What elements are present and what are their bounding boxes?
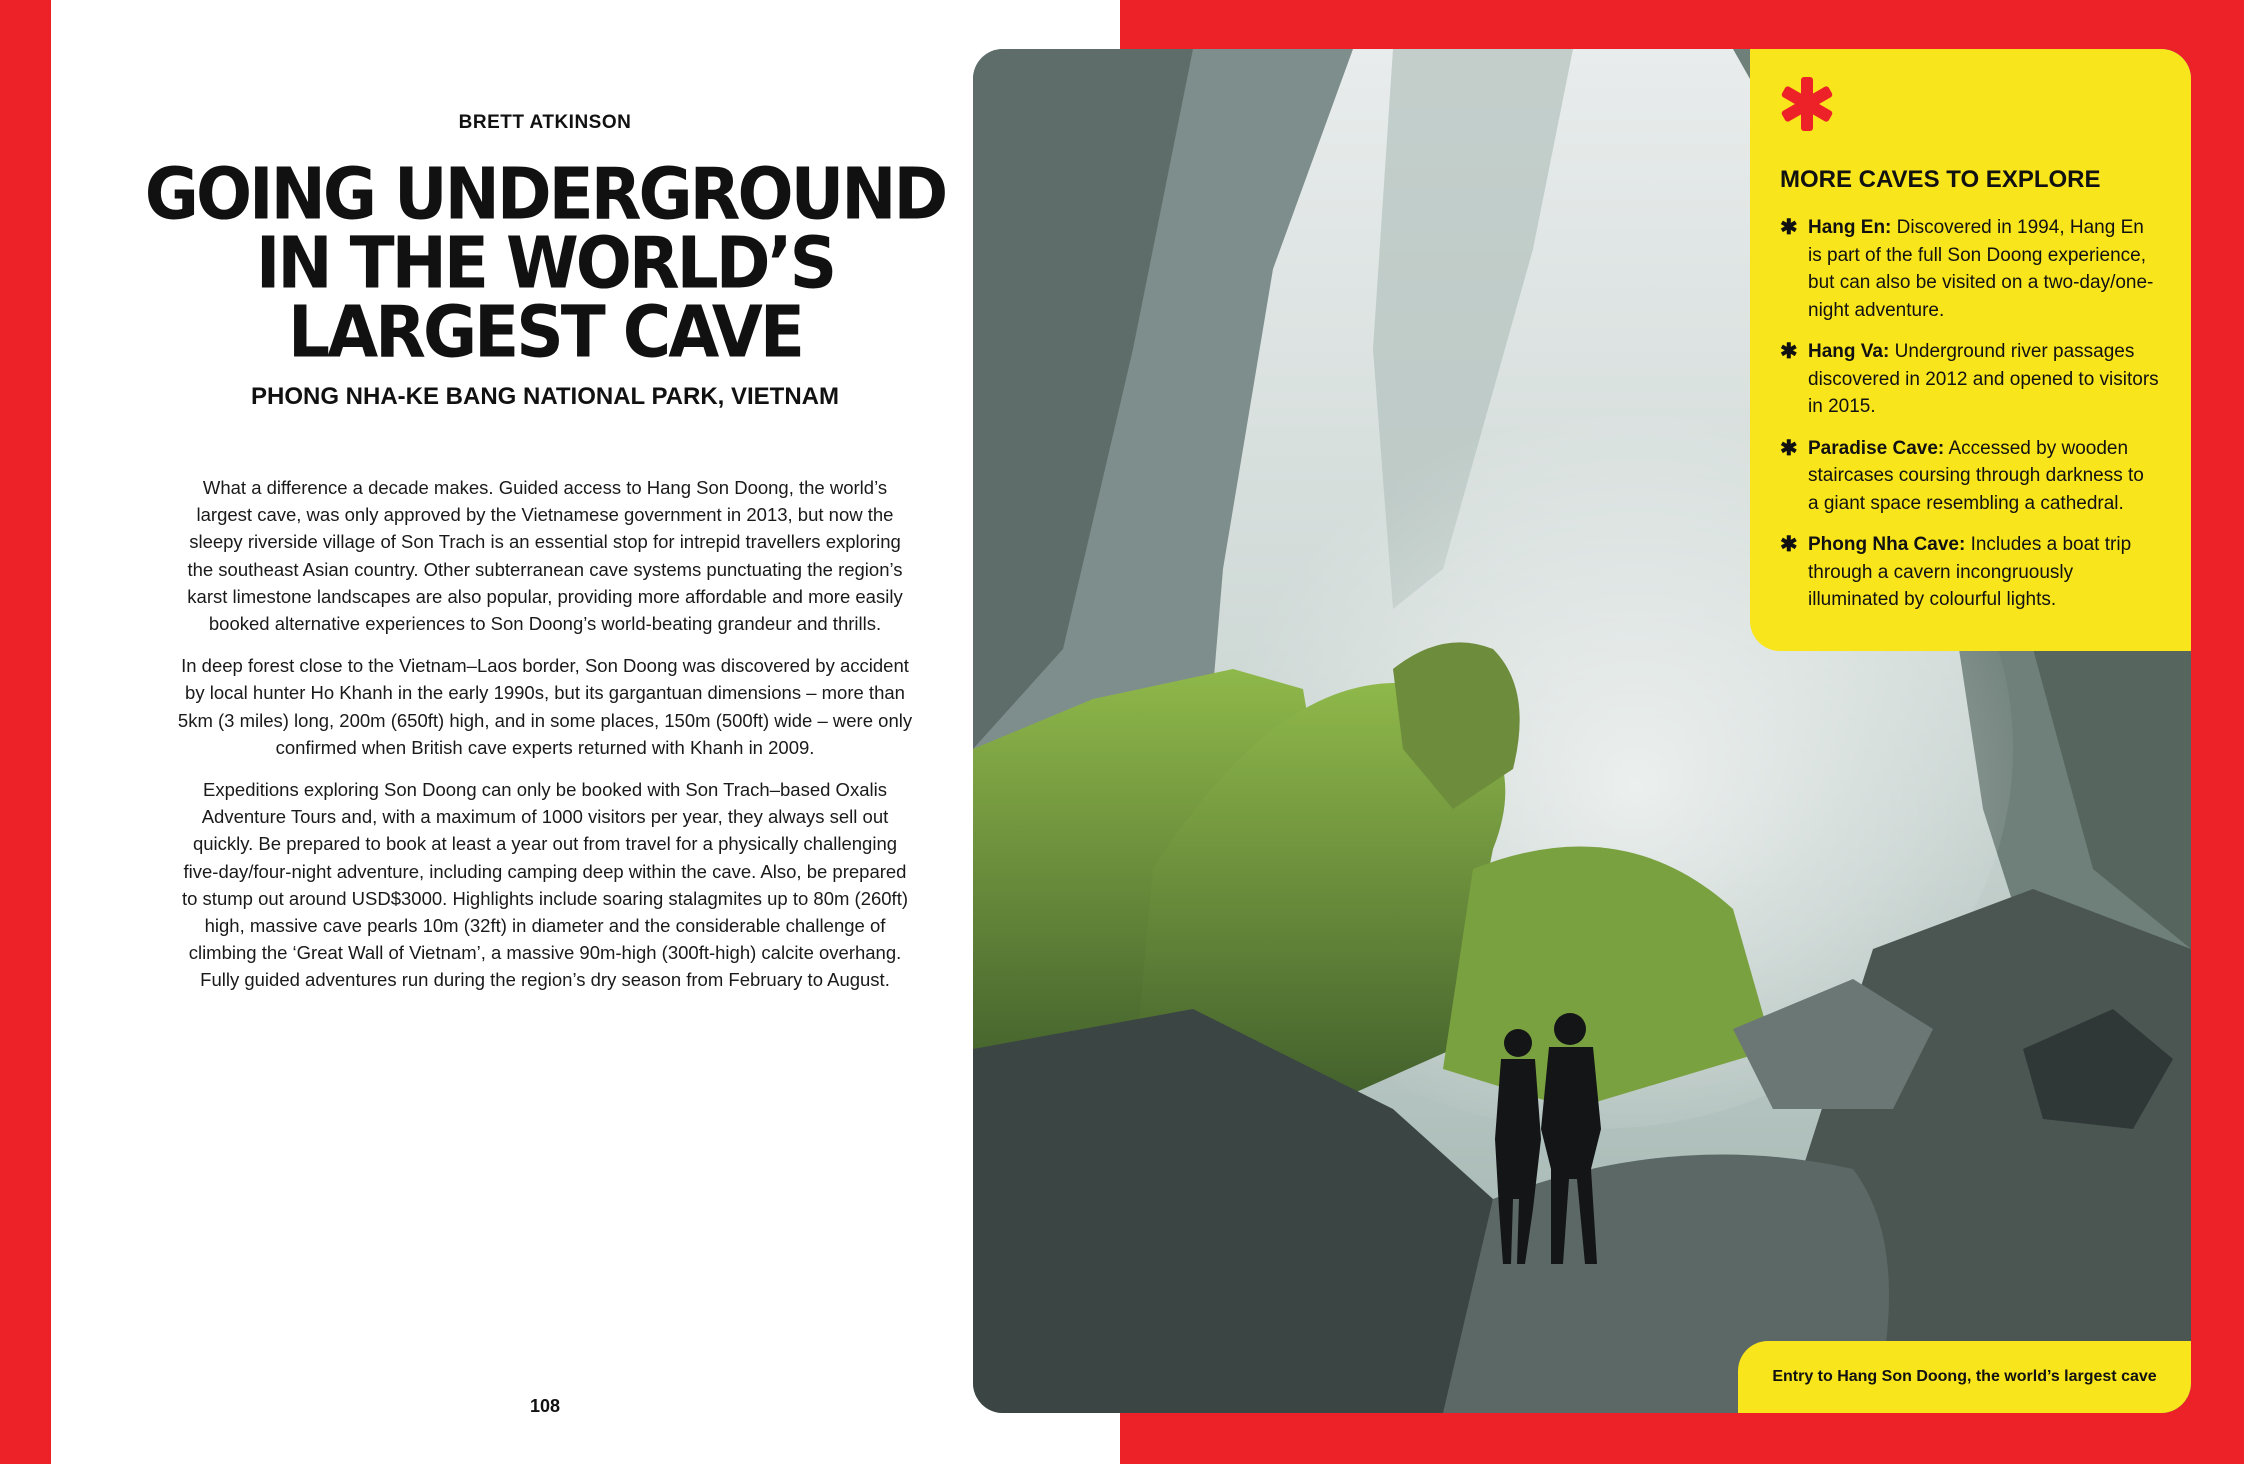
page-title xyxy=(140,152,950,374)
list-item xyxy=(1780,531,2159,614)
asterisk-bullet-icon: ✱ xyxy=(1780,216,1798,239)
cave-description: Discovered in 1994, Hang En is part of the full Son Doong experience, but can also be visited on a two-day/one-night adventure. xyxy=(1808,217,2154,321)
cave-list xyxy=(1780,214,2159,614)
asterisk-bullet-icon: ✱ xyxy=(1780,340,1798,363)
title-line-1: GOING UNDERGROUND xyxy=(144,152,946,236)
sidebar-title: MORE CAVES TO EXPLORE xyxy=(1780,166,2101,193)
cave-description: Accessed by wooden staircases coursing through darkness to a giant space resembling a cathedral. xyxy=(1808,437,2144,514)
asterisk-bullet-icon: ✱ xyxy=(1780,436,1798,460)
cave-description: Includes a boat trip through a cavern incongruously illuminated by colourful lights. xyxy=(1808,534,2132,610)
list-item xyxy=(1780,338,2159,421)
title-line-2: IN THE WORLD’S xyxy=(255,221,835,305)
more-caves-sidebar xyxy=(1750,49,2191,651)
list-item xyxy=(1780,214,2159,324)
page-number: 108 xyxy=(529,1396,561,1416)
title-line-3: LARGEST CAVE xyxy=(288,290,802,374)
caption-text: Entry to Hang Son Doong, the world’s largest cave xyxy=(1772,1368,2157,1385)
location-subtitle: PHONG NHA-KE BANG NATIONAL PARK, VIETNAM xyxy=(251,383,839,410)
author-byline: BRETT ATKINSON xyxy=(458,112,632,133)
photo-caption xyxy=(1738,1341,2191,1413)
list-item xyxy=(1780,435,2159,518)
article-body xyxy=(175,474,915,1009)
paragraph-3: Expeditions exploring Son Doong can only be booked with Son Trach–based Oxalis Adventure Tours and, with a maximum of 1000 visitors per year, they always sell out quickly. Be prepared to book at least a year out from travel for a physically challenging five-day/four-night adventure, including camping deep within the cave. Also, be prepared to stump out around USD$3000. Highlights include soaring stalagmites up to 80m (260ft) high, massive cave pearls 10m (32ft) in diameter and the considerable challenge of climbing the ‘Great Wall of Vietnam’, a massive 90m-high (300ft-high) calcite overhang. Fully guided adventures run during the region’s dry season from February to August. xyxy=(181,779,909,991)
cave-name: Hang Va: xyxy=(1808,341,1890,362)
cave-name: Phong Nha Cave: xyxy=(1808,534,1966,555)
left-red-margin xyxy=(0,0,51,1464)
cave-description: Underground river passages discovered in 2012 and opened to visitors in 2015. xyxy=(1808,341,2159,417)
paragraph-2: In deep forest close to the Vietnam–Laos border, Son Doong was discovered by accident by local hunter Ho Khanh in the early 1990s, but its gargantuan dimensions – more than 5km (3 miles) long, 200m (650ft) high, and in some places, 150m (500ft) wide – were only confirmed when British cave experts returned with Khanh in 2009. xyxy=(177,655,913,758)
paragraph-1: What a difference a decade makes. Guided access to Hang Son Doong, the world’s largest cave, was only approved by the Vietnamese government in 2013, but now the sleepy riverside village of Son Trach is an essential stop for intrepid travellers exploring the southeast Asian country. Other subterranean cave systems punctuating the region’s karst limestone landscapes are also popular, providing more affordable and more easily booked alternative experiences to Son Doong’s world-beating grandeur and thrills. xyxy=(187,477,903,635)
cave-name: Paradise Cave: xyxy=(1808,437,1945,459)
asterisk-icon xyxy=(1780,77,1834,131)
asterisk-bullet-icon: ✱ xyxy=(1780,533,1798,556)
cave-name: Hang En: xyxy=(1808,217,1892,238)
